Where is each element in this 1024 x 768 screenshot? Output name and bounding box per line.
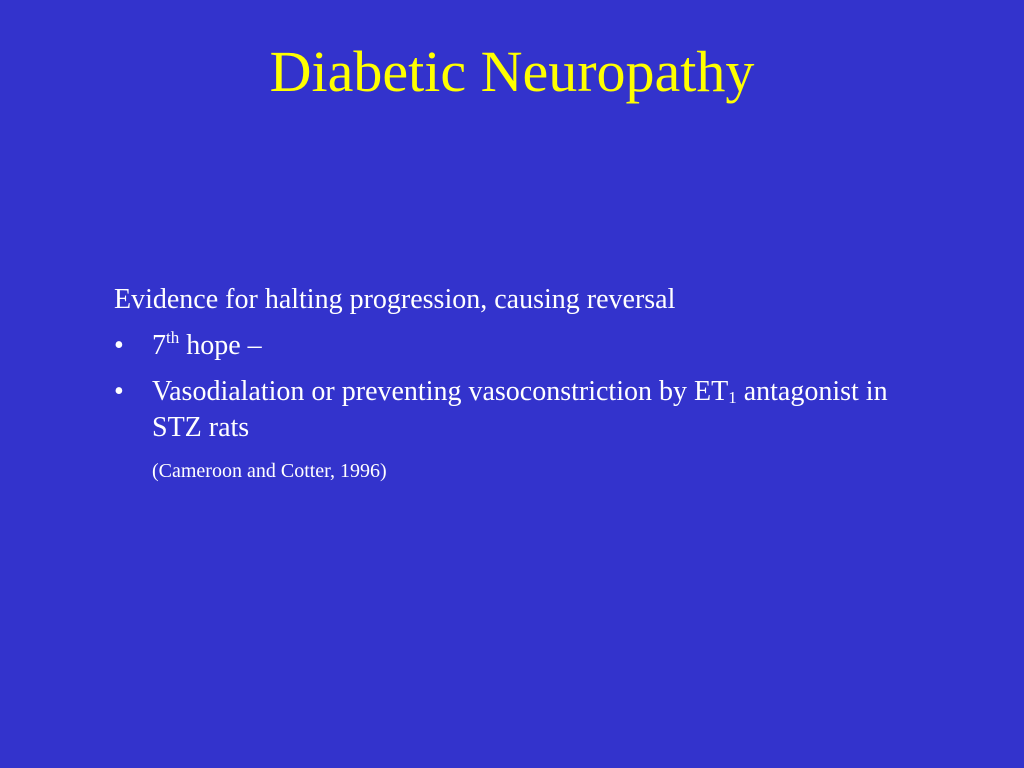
bullet-icon: •	[114, 376, 124, 407]
lead-text: Evidence for halting progression, causing reversal	[114, 284, 676, 315]
slide-title: Diabetic Neuropathy	[269, 39, 755, 104]
bullet-text: 7	[152, 330, 166, 361]
subscript: 1	[728, 388, 737, 407]
slide-body	[114, 282, 914, 486]
bullet-text: Vasodialation or preventing vasoconstriction by ET	[152, 376, 729, 407]
bullet-icon: •	[114, 330, 124, 361]
bullet-list	[114, 328, 914, 446]
bullet-item	[114, 328, 914, 364]
bullet-item	[114, 374, 914, 446]
bullet-text: hope –	[179, 330, 262, 361]
bullet-text: antagonist in STZ rats	[152, 376, 888, 443]
citation: (Cameroon and Cotter, 1996)	[152, 460, 387, 482]
superscript: th	[166, 328, 180, 347]
